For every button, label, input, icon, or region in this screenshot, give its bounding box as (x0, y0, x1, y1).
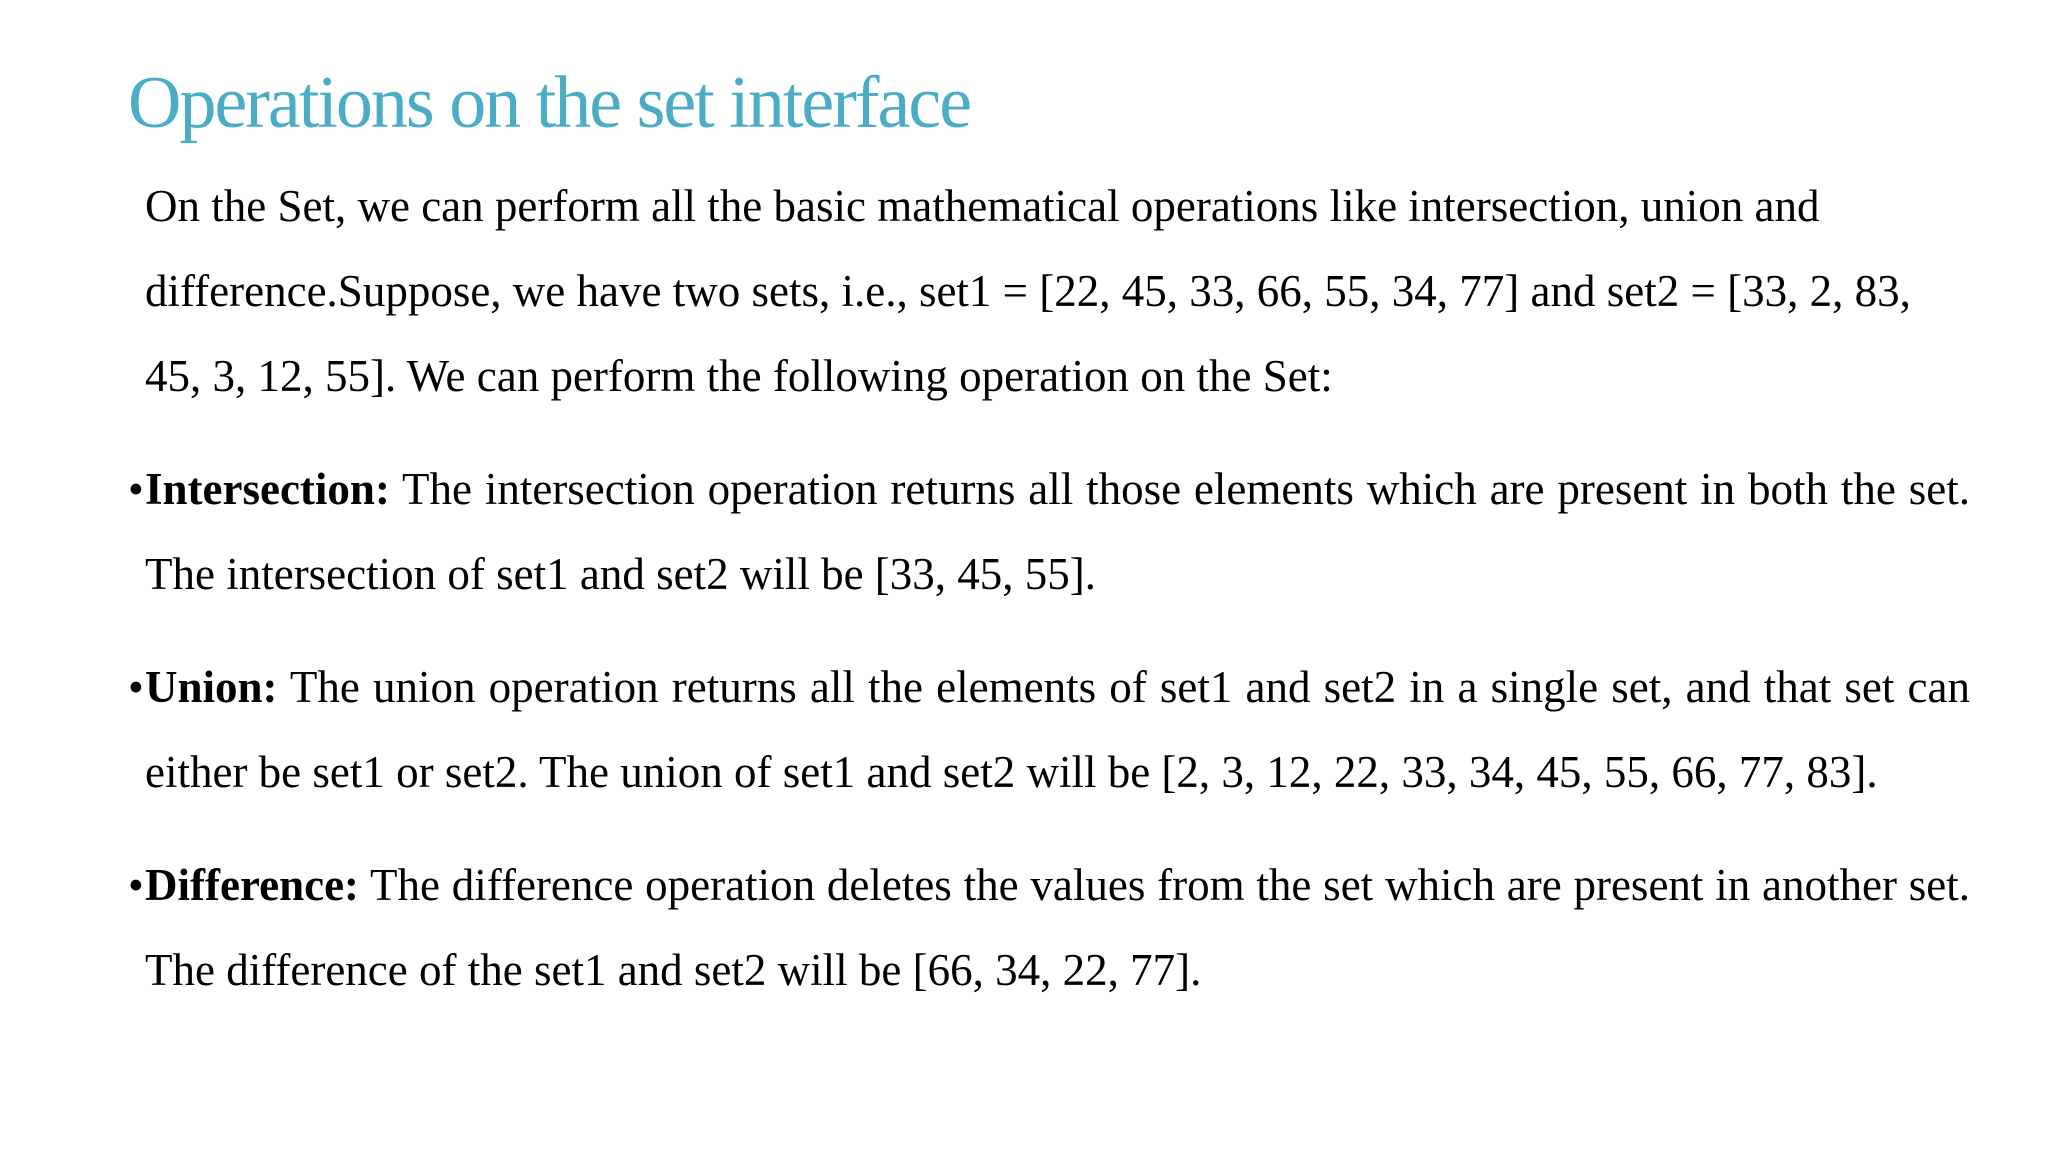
bullet-mark: • (128, 662, 144, 712)
bullet-text-union: The union operation returns all the elements of set1 and set2 in a single set, and that set can either be set1 or set2. The union of set1 and set2 will be [2, 3, 12, 22, 33, 34, 45, 55, 66, 77, 83]. (145, 662, 1970, 797)
bullet-union (128, 645, 1970, 815)
bullet-text-difference: The difference operation deletes the values from the set which are present in another set. The difference of the set1 and set2 will be [66, 34, 22, 77]. (145, 860, 1970, 995)
bullet-intersection (128, 447, 1970, 617)
bullet-mark: • (128, 860, 144, 910)
bullet-difference (128, 843, 1970, 1013)
bullet-term-union: Union: (145, 662, 278, 712)
bullet-mark: • (128, 464, 144, 514)
slide-body (128, 164, 1970, 1013)
bullet-text-intersection: The intersection operation returns all those elements which are present in both the set. The intersection of set1 and set2 will be [33, 45, 55]. (145, 464, 1970, 599)
intro-paragraph: On the Set, we can perform all the basic mathematical operations like intersection, union and difference.Suppose, we have two sets, i.e., set1 = [22, 45, 33, 66, 55, 34, 77] and set2 = [33, 2, 83, 45, 3, 12, 55]. We can perform the following operation on the Set: (145, 181, 1911, 401)
bullet-term-difference: Difference: (145, 860, 360, 910)
slide-title: Operations on the set interface (128, 62, 971, 144)
bullet-term-intersection: Intersection: (145, 464, 390, 514)
